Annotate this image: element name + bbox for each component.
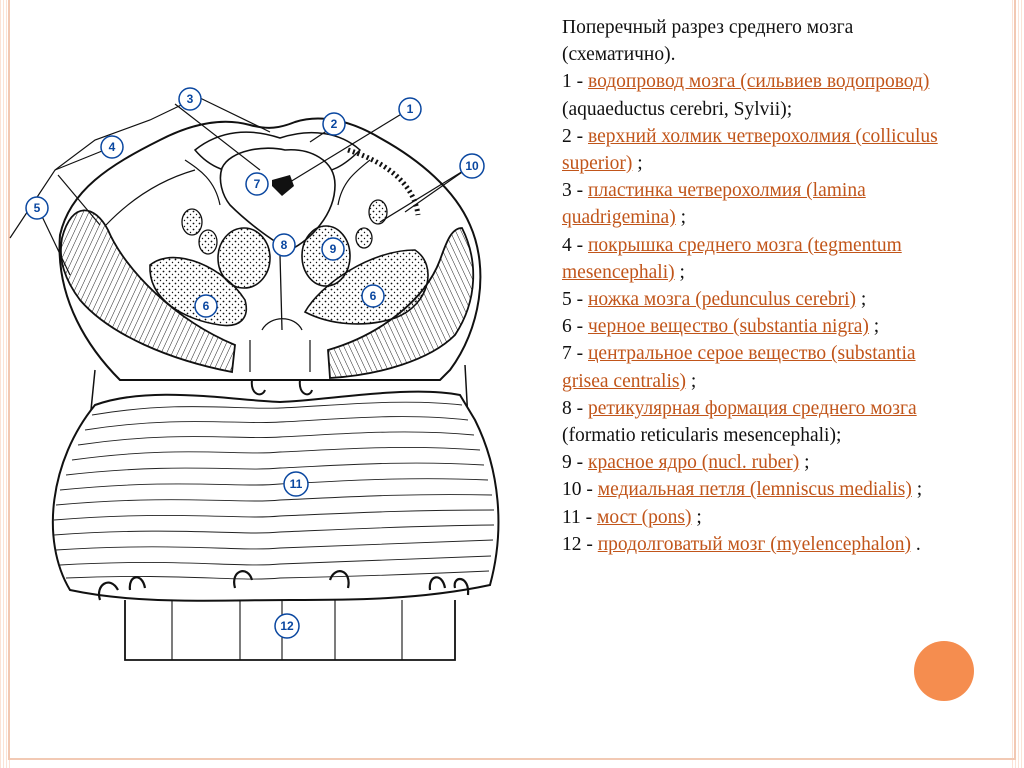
- legend-item-latin: ;: [675, 207, 687, 229]
- svg-text:3: 3: [186, 92, 194, 106]
- legend-item-latin: ;: [674, 261, 685, 283]
- legend-item-link[interactable]: верхний холмик четверохолмия (colliculus superior): [562, 125, 938, 175]
- legend-item-number: 12: [562, 533, 582, 555]
- label-12: [275, 614, 299, 638]
- legend-item: 3 - пластинка четверохолмия (lamina quadrigemina) ;: [562, 180, 866, 229]
- legend-item-link[interactable]: медиальная петля (lemniscus medialis): [597, 479, 912, 501]
- label-3: [179, 88, 201, 110]
- svg-text:6: 6: [369, 289, 377, 303]
- svg-text:1: 1: [406, 102, 414, 116]
- legend-item-link[interactable]: ретикулярная формация среднего мозга: [588, 397, 917, 419]
- legend-item-number: 1: [562, 71, 572, 93]
- legend-item-link[interactable]: пластинка четверохолмия (lamina quadrigemina): [562, 180, 866, 229]
- legend-item-latin: ;: [691, 506, 702, 528]
- pons: [53, 392, 499, 601]
- legend-item: 2 - верхний холмик четверохолмия (colliculus superior) ;: [562, 125, 938, 175]
- right-small-nucleus-b: [356, 228, 372, 248]
- svg-text:10: 10: [465, 159, 479, 173]
- legend-item-link[interactable]: водопровод мозга (сильвиев водопровод): [588, 71, 930, 93]
- legend-title: Поперечный разрез среднего мозга (схематично).: [562, 17, 854, 66]
- label-9: [322, 238, 344, 260]
- legend-item: 8 - ретикулярная формация среднего мозга (formatio reticularis mesencephali);: [562, 397, 917, 447]
- legend-item-number: 4: [562, 234, 572, 256]
- legend-item-number: 8: [562, 397, 572, 419]
- label-7: [246, 173, 268, 195]
- legend-item: 1 - водопровод мозга (сильвиев водопровод) (aquaeductus cerebri, Sylvii);: [562, 71, 930, 120]
- legend-item-link[interactable]: мост (pons): [597, 506, 692, 528]
- label-5: [26, 197, 48, 219]
- svg-text:12: 12: [280, 619, 294, 633]
- legend-item-latin: ;: [856, 289, 867, 311]
- legend-item: 9 - красное ядро (nucl. ruber) ;: [562, 452, 810, 474]
- legend-item-latin: (formatio reticularis mesencephali);: [562, 425, 842, 447]
- svg-text:6: 6: [202, 299, 210, 313]
- legend-item-latin: ;: [868, 316, 880, 338]
- svg-text:8: 8: [280, 238, 288, 252]
- legend-item: 7 - центральное серое вещество (substantia grisea centralis) ;: [562, 343, 916, 392]
- legend-item-latin: .: [911, 533, 921, 555]
- legend-item: 12 - продолговатый мозг (myelencephalon) .: [562, 533, 921, 555]
- legend-item-number: 5: [562, 289, 572, 311]
- svg-text:7: 7: [253, 177, 261, 191]
- accent-circle: [914, 641, 974, 701]
- legend-item-link[interactable]: красное ядро (nucl. ruber): [588, 452, 800, 474]
- label-4: [101, 136, 123, 158]
- legend-item-latin: (aquaeductus cerebri, Sylvii);: [562, 98, 793, 120]
- legend-item: 4 - покрышка среднего мозга (tegmentum mesencephali) ;: [562, 234, 902, 283]
- label-8: [273, 234, 295, 256]
- left-small-nucleus-b: [199, 230, 217, 254]
- svg-text:2: 2: [330, 117, 338, 131]
- legend-item: 6 - черное вещество (substantia nigra) ;: [562, 316, 880, 338]
- legend-item-number: 10: [562, 479, 582, 501]
- right-small-nucleus-a: [369, 200, 387, 224]
- svg-text:9: 9: [329, 242, 337, 256]
- legend-item-number: 9: [562, 452, 572, 474]
- legend-list: [562, 68, 962, 558]
- legend-item-link[interactable]: продолговатый мозг (myelencephalon): [597, 533, 911, 555]
- legend-item-link[interactable]: черное вещество (substantia nigra): [588, 316, 869, 338]
- legend-item-number: 2: [562, 125, 572, 147]
- svg-text:5: 5: [33, 201, 41, 215]
- legend-item-number: 11: [562, 506, 581, 528]
- midbrain-cross-section-diagram: [0, 80, 545, 680]
- legend-text: [562, 14, 962, 558]
- legend-item-number: 7: [562, 343, 572, 365]
- label-10: [460, 154, 484, 178]
- label-6-left: [195, 295, 217, 317]
- legend-item-latin: ;: [685, 370, 697, 392]
- label-11: [284, 472, 308, 496]
- legend-item-number: 6: [562, 316, 572, 338]
- left-small-nucleus-a: [182, 209, 202, 235]
- svg-text:11: 11: [289, 477, 303, 491]
- label-6-right: [362, 285, 384, 307]
- legend-item: 10 - медиальная петля (lemniscus medialis) ;: [562, 479, 923, 501]
- legend-item-latin: ;: [632, 153, 643, 175]
- svg-text:4: 4: [108, 140, 116, 154]
- legend-item: 5 - ножка мозга (pedunculus cerebri) ;: [562, 289, 867, 311]
- legend-item: 11 - мост (pons) ;: [562, 506, 702, 528]
- label-1: [399, 98, 421, 120]
- label-2: [323, 113, 345, 135]
- legend-item-latin: ;: [911, 479, 923, 501]
- legend-item-link[interactable]: покрышка среднего мозга (tegmentum mesencephali): [562, 234, 902, 283]
- legend-item-number: 3: [562, 180, 572, 202]
- legend-item-link[interactable]: центральное серое вещество (substantia grisea centralis): [562, 343, 916, 392]
- legend-item-latin: ;: [799, 452, 810, 474]
- legend-item-link[interactable]: ножка мозга (pedunculus cerebri): [588, 289, 857, 311]
